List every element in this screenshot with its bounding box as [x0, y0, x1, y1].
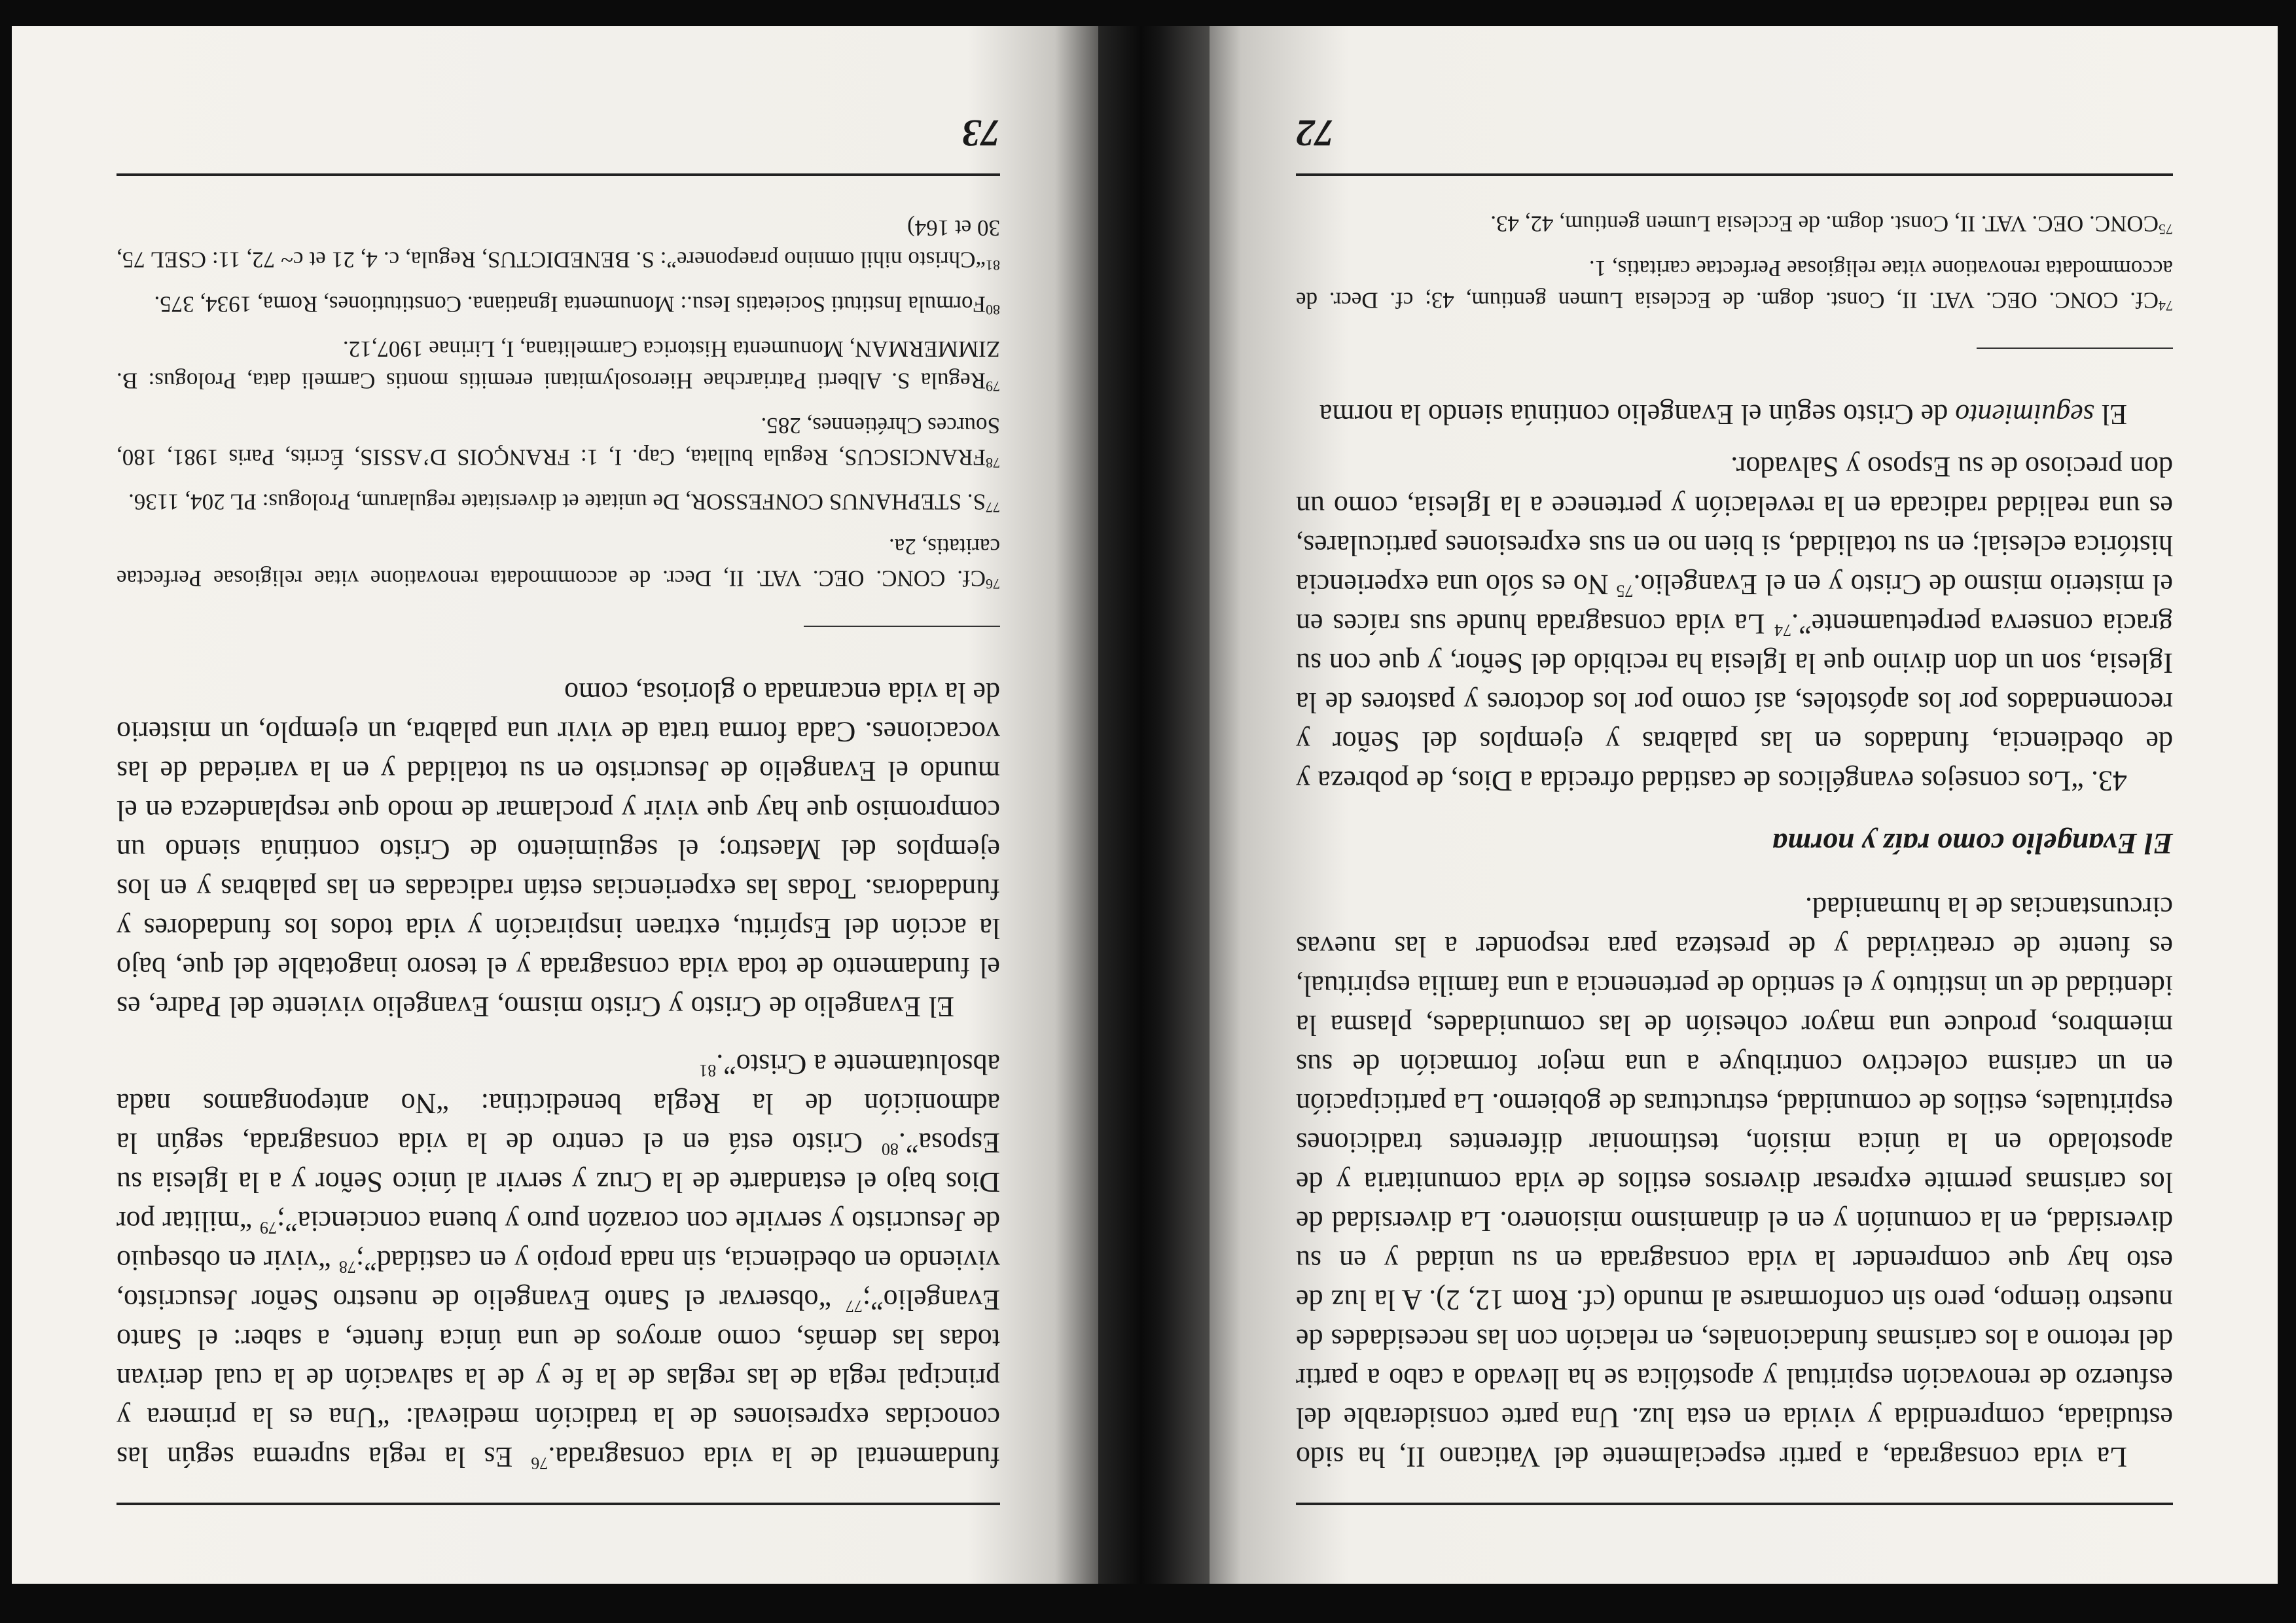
top-rule: [117, 1503, 1000, 1505]
page-73-body: [117, 204, 1000, 1505]
page-number: 73: [962, 112, 1000, 154]
footnote-ref-74: 74: [1774, 620, 1792, 640]
footnote: $^{80}$Formula Instituti Societatis Iesu.: Monumenta Ignatiana. Constitutiones, Roma, 1934, 375.: [154, 291, 1000, 319]
section-heading: El Evangelio como raíz y norma: [1772, 827, 2173, 861]
footnote: $^{76}$Cf. CONC. OEC. VAT. II, Decr. de accommodata renovatione vitae religiosae Perfectae caritatis, 2a.: [117, 534, 1000, 592]
paragraph-regla-suprema: fundamental de la vida consagrada.$^{76}$ Es la regla suprema según las conocidas expresiones de la tradición medieval: “Una es la primera y principal regla de las reglas de la fe y de la salvación de la cual derivan todas las demás, como arroyos de una única fuente, a saber: el Santo Evangelio”;$^{77}$ “observar el Santo Evangelio de nuestro Señor Jesucristo, viviendo en obediencia, sin nada propio y en castidad”;$^{78}$ “vivir en obsequio de Jesucristo y servirle con corazón puro y buena conciencia”;$^{79}$ “militar por Dios bajo el estandarte de la Cruz y servir al único Señor y a la Iglesia su Esposa”.$^{80}$ Cristo está en el centro de la vida consagrada, según la admonición de la Regla benedictina: “No antepongamos nada absolutamente a Cristo”.$^{81}$: [117, 1048, 1000, 1473]
top-rule: [1296, 1503, 2173, 1505]
footnotes-separator: [1977, 348, 2173, 349]
footnote: $^{74}$Cf. CONC. OEC. VAT. II, Const. dogm. de Ecclesia Lumen gentium, 43; cf. Decr. de accommodata renovatione vitae religiosae Perfectae caritatis, 1.: [1296, 256, 2173, 314]
page-72: [1198, 26, 2278, 1584]
page-72-body: [1296, 200, 2173, 1505]
footnote-ref-75: 75: [1616, 581, 1634, 601]
footnote: $^{78}$FRANCISCUS, Regula bullata, Cap. I, 1: FRANÇOIS D’ASSIS, Écrits, Paris 1981, 180, Sources Chrétiennes, 285.: [117, 413, 1000, 471]
footnote: $^{77}$S. STEPHANUS CONFESSOR, De unitate et diversitate regularum, Prologus: PL 204, 1136.: [128, 489, 1000, 516]
footnote-ref-77: 77: [845, 1296, 863, 1316]
page-73-footer: [117, 111, 1000, 176]
footnote: $^{79}$Regula S. Alberti Patriarchae Hierosolymitani eremitis montis Carmeli data, Prologus: B. ZIMMERMAN, Monumenta Historica Carmelitana, I, Lirinae 1907,12.: [117, 336, 1000, 395]
footnotes-73: [117, 212, 1000, 599]
footnote: $^{81}$“Christo nihil omnino praeponere”: S. BENEDICTUS, Regula, c. 4, 21 et c~ 72, 11: CSEL 75, 30 et 164): [117, 215, 1000, 274]
paragraph-evangelio-de-cristo: El Evangelio de Cristo y Cristo mismo, Evangelio viviente del Padre, es el fundamento de toda vida consagrada y el tesoro inagotable del que, bajo la acción del Espíritu, extraen inspiración y vida todos los fundadores y fundadoras. Todas las experiencias están radicadas en las palabras y en los ejemplos del Maestro; el seguimiento de Cristo continúa siendo un compromiso que hay que vivir y proclamar de modo que resplandezca en el mundo el Evangelio de Jesucristo en su totalidad y en la variedad de las vocaciones. Cada forma trata de vivir una palabra, un ejemplo, un misterio de la vida encarnada o gloriosa, como: [117, 677, 1000, 1023]
footnote-ref-80: 80: [881, 1139, 899, 1159]
footnote-ref-81: 81: [699, 1061, 717, 1080]
footer-rule: [117, 173, 1000, 176]
paragraph-seguimiento: El seguimiento de Cristo según el Evangelio continúa siendo la norma: [1319, 399, 2127, 431]
footer-rule: [1296, 173, 2173, 176]
footnotes-72: [1296, 208, 2173, 321]
footnote-ref-76: 76: [531, 1454, 548, 1473]
paragraph-intro: La vida consagrada, a partir especialmente del Vaticano II, ha sido estudiada, comprendida y vivida en esta luz. Una parte considerable del esfuerzo de renovación espiritual y apostólica se ha llevado a cabo a partir del retorno a los carismas fundacionales, en relación con las necesidades de nuestro tiempo, pero sin conformarse al mundo (cf. Rom 12, 2). A la luz de esto hay que comprender la vida consagrada en su unidad y en su diversidad, en la comunión y en el dinamismo misionero. La diversidad de los carismas permite expresar diversos estilos de vida comunitaria y de apostolado en la única misión, testimoniar diferentes tradiciones espirituales, estilos de comunidad, estructuras de gobierno. La participación en un carisma colectivo contribuye a una mejor formación de sus miembros, produce una mayor cohesión de las comunidades, plasma la identidad de un instituto y el sentido de pertenencia a una familia espiritual, es fuente de creatividad y de presteza para responder a las nuevas circunstancias de la humanidad.: [1296, 891, 2173, 1473]
page-72-footer: [1296, 111, 2173, 176]
footnote-ref-79: 79: [259, 1218, 277, 1238]
footnote: $^{75}$CONC. OEC. VAT. II, Const. dogm. de Ecclesia Lumen gentium, 42, 43.: [1490, 211, 2173, 238]
book-gutter: [1085, 26, 1210, 1584]
footnotes-separator: [804, 626, 1000, 627]
page-73: [12, 26, 1098, 1584]
paragraph-43: 43. “Los consejos evangélicos de castidad ofrecida a Dios, de pobreza y de obediencia, fundados en las palabras y ejemplos del Señor y recomendados por los apóstoles, así como por los doctores y pastores de la Iglesia, son un don divino que la Iglesia ha recibido del Señor, y que con su gracia conserva perpetuamente”.$^{74}$ La vida consagrada hunde sus raíces en el misterio mismo de Cristo y en el Evangelio.$^{75}$ No es sólo una experiencia histórica eclesial; en su totalidad, si bien no en sus expresiones particulares, es una realidad radicada en la revelación y pertenece a la Iglesia, como un don precioso de su Esposo y Salvador.: [1296, 451, 2173, 797]
footnote-ref-78: 78: [338, 1257, 356, 1277]
page-number: 72: [1296, 112, 1334, 154]
